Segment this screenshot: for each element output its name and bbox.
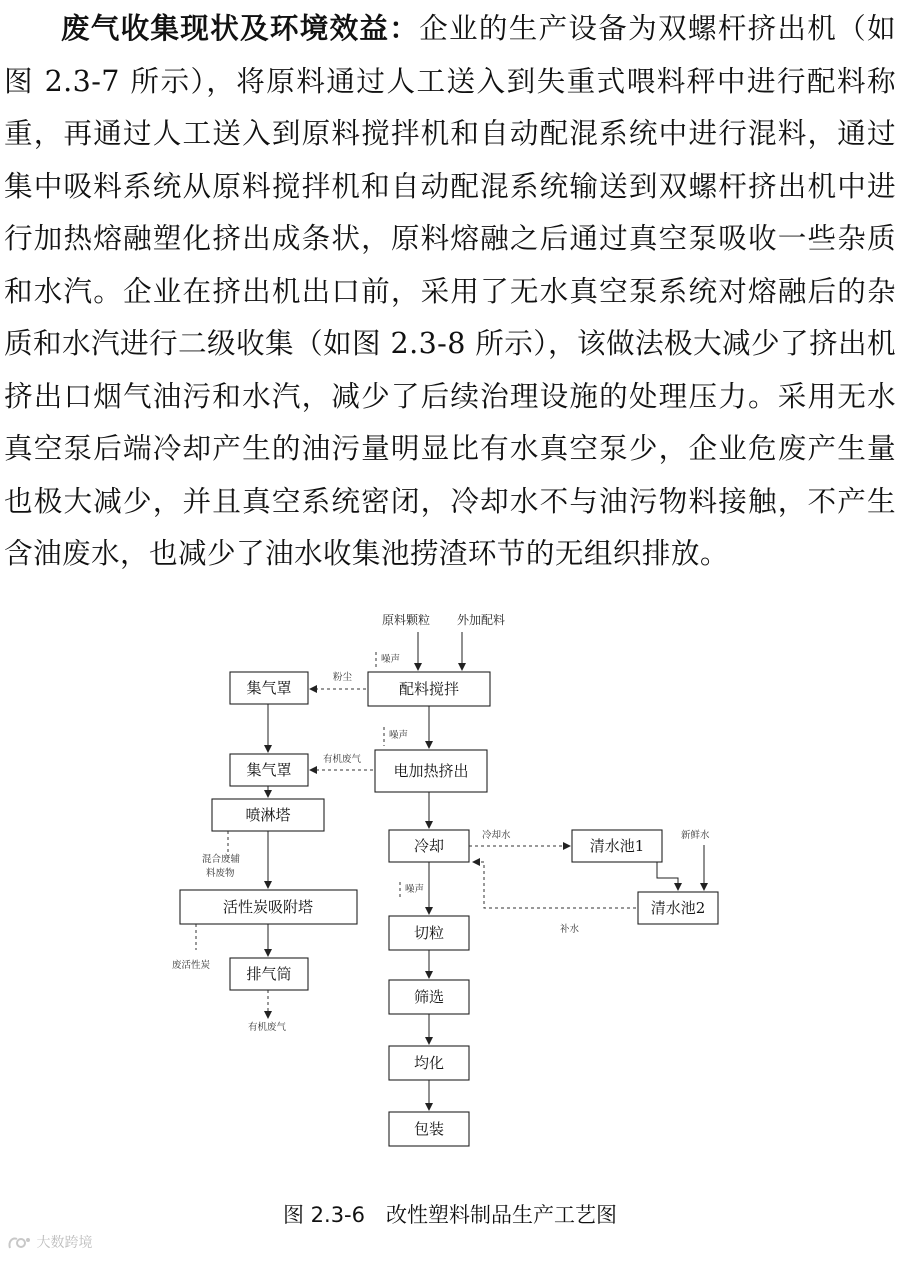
process-flow-diagram [0, 600, 900, 1190]
box-exhaust-stack [230, 958, 308, 990]
label-organic-gas-1: 有机废气 [323, 754, 362, 765]
svg-text:筛选: 筛选 [413, 988, 445, 1006]
svg-text:均化: 均化 [413, 1054, 445, 1072]
svg-text:喷淋塔: 喷淋塔 [245, 806, 291, 824]
label-organic-gas-out: 有机废气 [248, 1022, 287, 1033]
arrow-return-water [473, 862, 636, 908]
svg-text:清水池2: 清水池2 [650, 899, 706, 917]
box-activated-carbon-tower [180, 890, 357, 924]
svg-text:包装: 包装 [413, 1120, 445, 1138]
box-hood-1 [230, 672, 308, 704]
watermark-logo-icon [6, 1234, 32, 1252]
label-mixed-waste-2: 料废物 [206, 868, 235, 879]
label-mixed-waste-1: 混合废辅 [202, 854, 241, 865]
box-clear-pool-2 [638, 892, 718, 924]
box-screening [389, 980, 469, 1014]
label-noise-2: 噪声 [389, 730, 409, 741]
input-raw-pellets: 原料颗粒 [382, 613, 431, 627]
arrow-pool1-to-pool2 [657, 862, 678, 890]
box-cooling [389, 830, 469, 862]
label-spent-carbon: 废活性炭 [172, 960, 211, 971]
svg-text:冷却: 冷却 [413, 837, 445, 855]
box-clear-pool-1 [572, 830, 662, 862]
svg-text:集气罩: 集气罩 [246, 679, 292, 697]
box-batching-mixing [368, 672, 490, 706]
box-homogenizing [389, 1046, 469, 1080]
svg-text:活性炭吸附塔: 活性炭吸附塔 [222, 898, 314, 916]
box-electric-extrusion [375, 750, 487, 792]
box-packaging [389, 1112, 469, 1146]
label-cooling-water: 冷却水 [482, 830, 511, 841]
paragraph-body: 企业的生产设备为双螺杆挤出机（如图 2.3-7 所示），将原料通过人工送入到失重式喂料秤中进行配料称重，再通过人工送入到原料搅拌机和自动配混系统中进行混料，通过集中吸料系统从原料搅拌机和自动配混系统输送到双螺杆挤出机中进行加热熔融塑化挤出成条状，原料熔融之后通过真空泵吸收一些杂质和水汽。企业在挤出机出口前，采用了无水真空泵系统对熔融后的杂质和水汽进行二级收集（如图 2.3-8 所示），该做法极大减少了挤出机挤出口烟气油污和水汽，减少了后续治理设施的处理压力。采用无水真空泵后端冷却产生的油污量明显比有水真空泵少，企业危废产生量也极大减少，并且真空系统密闭，冷却水不与油污物料接触，不产生含油废水，也减少了油水收集池捞渣环节的无组织排放。 [4, 11, 896, 570]
label-fresh-water: 新鲜水 [681, 830, 710, 841]
label-makeup-water: 补水 [560, 924, 580, 935]
svg-text:集气罩: 集气罩 [246, 761, 292, 779]
box-hood-2 [230, 754, 308, 786]
figure-caption: 图 2.3-6 改性塑料制品生产工艺图 [282, 1203, 617, 1227]
svg-text:排气筒: 排气筒 [246, 965, 292, 983]
svg-text:电加热挤出: 电加热挤出 [393, 762, 469, 780]
body-paragraph [4, 0, 896, 580]
svg-text:清水池1: 清水池1 [589, 837, 645, 855]
label-noise-1: 噪声 [381, 654, 401, 665]
box-pelletizing [389, 916, 469, 950]
box-spray-tower [212, 799, 324, 831]
svg-text:切粒: 切粒 [413, 924, 445, 942]
label-dust: 粉尘 [333, 672, 353, 683]
watermark-text: 大数跨境 [36, 1235, 93, 1251]
watermark [6, 1232, 92, 1252]
label-noise-3: 噪声 [405, 884, 425, 895]
paragraph-lead: 废气收集现状及环境效益： [60, 11, 420, 45]
svg-text:配料搅拌: 配料搅拌 [398, 680, 460, 698]
input-external-ingredients: 外加配料 [457, 613, 506, 627]
